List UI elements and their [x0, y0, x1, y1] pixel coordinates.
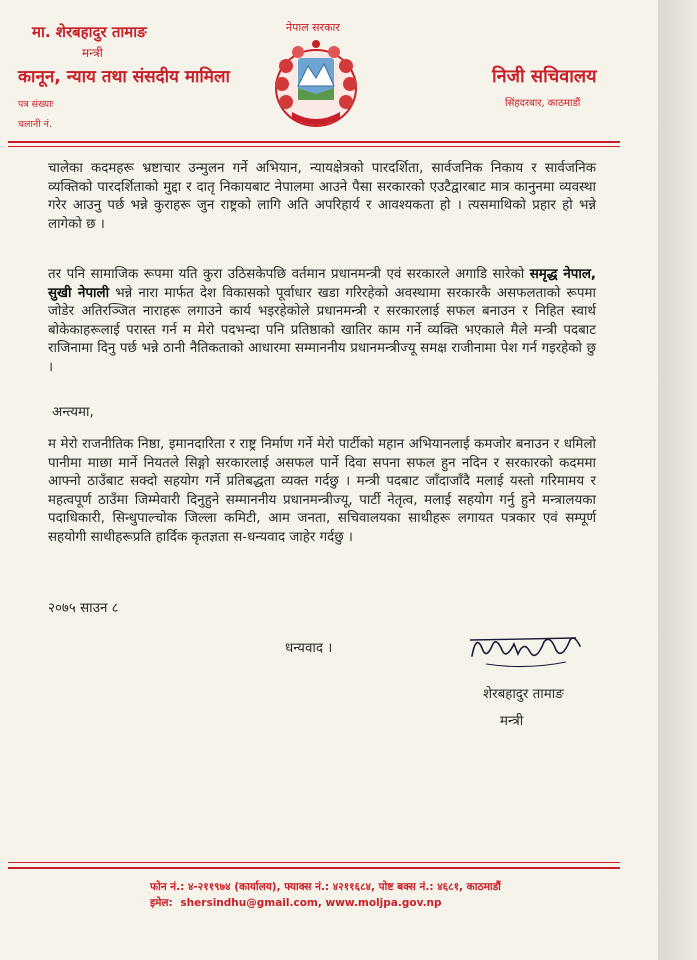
paragraph-3: म मेरो राजनीतिक निष्ठा, इमानदारिता र राष्ट्र निर्माण गर्ने मेरो पार्टीको महान अभियानलाई कमजोर बनाउन र धमिलो पानीमा माछा मार्ने नियतले सिङ्गो सरकारलाई असफल पार्ने दिवा सपना सफल हुन नदिन र सरकारको कदममा आफ्नो ठाउँबाट सक्दो सहयोग गर्ने प्रतिबद्धता व्यक्त गर्दछु । मन्त्री पदबाट जाँदाजाँदै मलाई यस्तो गरिमामय र महत्वपूर्ण ठाउँमा जिम्मेवारी दिनुहुने सम्माननीय प्रधानमन्त्रीज्यू, पार्टी नेतृत्व, मलाई सहयोग गर्नु हुने मन्त्रालयका पदाधिकारी, सिन्धुपाल्चोक जिल्ला कमिटी, आम जनता, सचिवालयका साथीहरू लगायत पत्रकार एवं सम्पूर्ण सहयोगी साथीहरूप्रति हार्दिक कृतज्ञता स-धन्यवाद जाहेर गर्दछु ।: [48, 437, 596, 545]
thanks-line: धन्यवाद ।: [285, 641, 333, 656]
closing-phrase: अन्त्यमा,: [52, 405, 94, 420]
dispatch-number-label: चलानी नं.: [18, 119, 52, 130]
footer-email-line: [150, 896, 442, 910]
footer-rule-thin: [8, 862, 620, 863]
minister-name-header: मा. शेरबहादुर तामाङ: [32, 23, 147, 41]
paragraph-2-end: भन्ने नारा मार्फत देश विकासको पूर्वाधार खडा गरिरहेको अवस्थामा सरकारकै असफलताको रूपमा जोडेर अतिरञ्जित नाराहरू लगाउने कार्य भइरहेकोले प्रधानमन्त्री र सरकारलाई सफल बनाउन र निहित स्वार्थ बोकेकाहरूलाई परास्त गर्न म मेरो पदभन्दा पनि प्रतिष्ठाको खातिर काम गर्ने व्यक्ति भएकाले मैले मन्त्री पदबाट राजिनामा दिनु पर्छ भन्ने ठानी नैतिकताको आधारमा सम्माननीय प्रधानमन्त्रीज्यू समक्ष राजीनामा पेश गर्न गइरहेको छु ।: [48, 285, 596, 375]
header-rule: [8, 141, 620, 143]
letter-date: २०७५ साउन ८: [48, 601, 119, 616]
footer-rule: [8, 867, 620, 869]
signatory-title: मन्त्री: [500, 714, 524, 729]
paragraph-2: [48, 266, 596, 378]
handwritten-signature: [466, 626, 586, 674]
email-label: इमेल:: [150, 897, 173, 909]
signatory-name: शेरबहादुर तामाङ: [483, 687, 564, 702]
footer-contact: फोन नं.: ४-२११९७४ (कार्यालय), फ्याक्स नं.: ४२११६८४, पोष्ट बक्स नं.: ४६८१, काठमाडौं: [150, 881, 501, 893]
minister-title-header: मन्त्री: [82, 46, 103, 60]
slogan-bold: समृद्ध नेपाल, सुखी नेपाली: [48, 267, 596, 301]
page-edge: [658, 0, 697, 960]
government-label: नेपाल सरकार: [286, 21, 340, 34]
reference-number-label: पत्र संख्याः: [18, 99, 54, 110]
header-rule-thin: [8, 146, 620, 147]
email-value: shersindhu@gmail.com, www.moljpa.gov.np: [180, 897, 442, 909]
private-secretariat-label: निजी सचिवालय: [492, 66, 597, 87]
ministry-name: कानून, न्याय तथा संसदीय मामिला: [18, 67, 230, 87]
office-address: सिंहदरबार, काठमाडौं: [505, 98, 581, 109]
paragraph-2-start: तर पनि सामाजिक रूपमा यति कुरा उठिसकेपछि वर्तमान प्रधानमन्त्री एवं सरकारले अगाडि सारेको: [48, 267, 525, 282]
paragraph-1: चालेका कदमहरू भ्रष्टाचार उन्मुलन गर्ने अभियान, न्यायक्षेत्रको पारदर्शिता, सार्वजनिक निकाय र सार्वजनिक व्यक्तिको पारदर्शिताको मुद्दा र दातृ निकायबाट नेपालमा आउने पैसा सरकारको एउटैद्वारबाट मात्र कानुनमा व्यवस्था गरेर आउनु पर्छ भन्ने कुराहरू जुन राष्ट्रको लागि अति अपरिहार्य र आवश्यकता हो । त्यसमाथिको प्रहार हो भन्ने लागेको छ ।: [48, 161, 596, 232]
nepal-emblem-icon: [270, 36, 362, 132]
